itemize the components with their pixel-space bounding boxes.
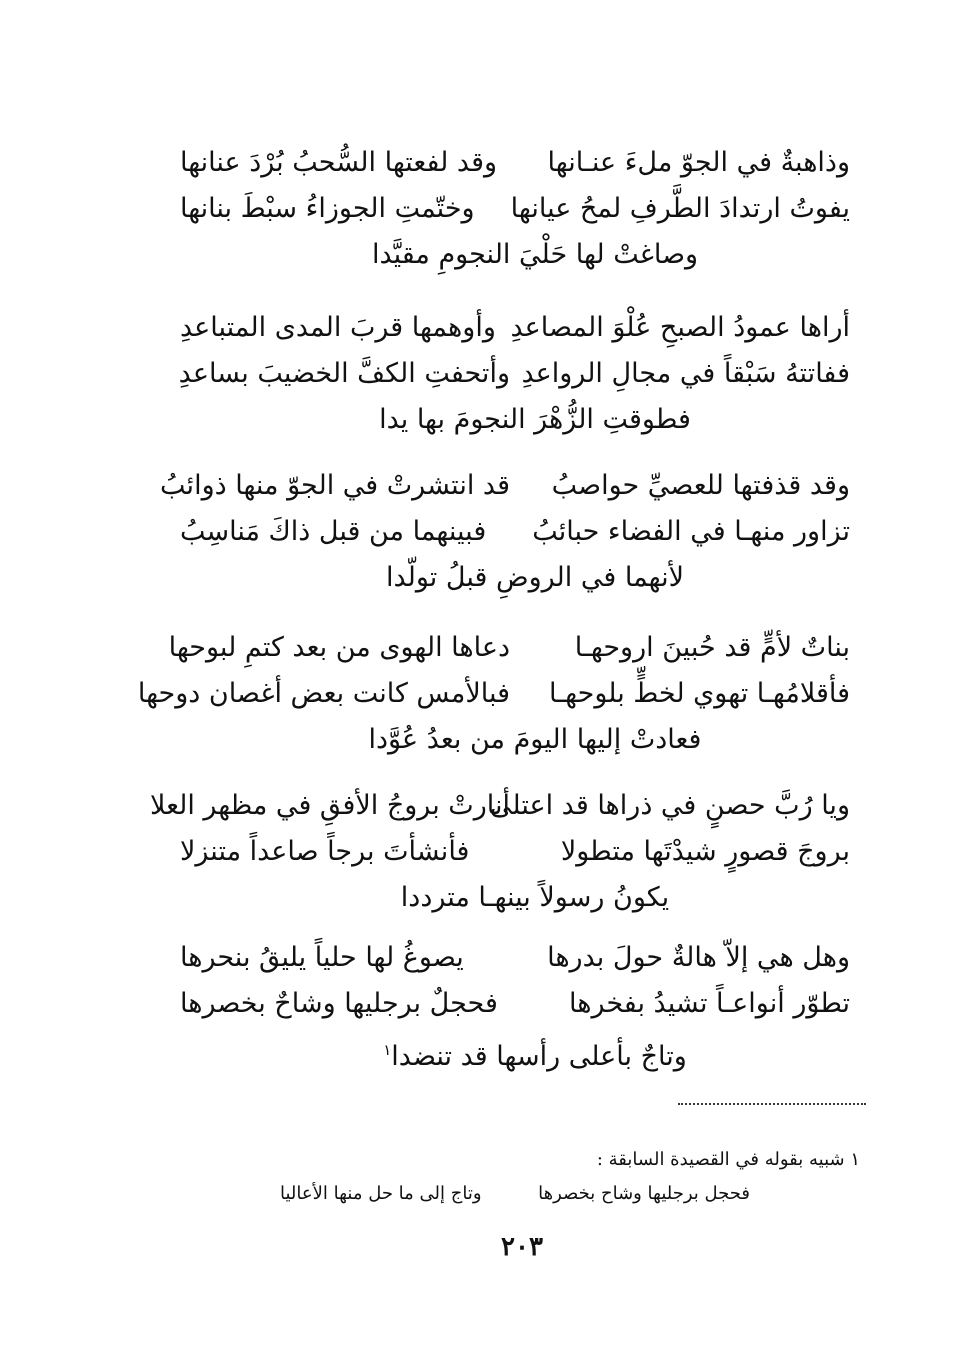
hemistich-second: وختّمتِ الجوزاءُ سبْطَ بنانها [180, 193, 475, 224]
verse-line [160, 463, 850, 509]
hemistich-first: بناتٌ لأمٍّ قد حُبينَ اروحهـا [574, 632, 850, 663]
hemistich-first: ففاتتهُ سَبْقاً في مجالِ الرواعدِ [521, 358, 850, 389]
verse-line [180, 351, 850, 397]
footnote-intro: ١ شبيه بقوله في القصيدة السابقة : [596, 1149, 860, 1170]
hemistich-first: وهل هي إلاّ هالةٌ حولَ بدرها [547, 942, 850, 973]
hemistich-first: بروجَ قصورٍ شيدْتَها متطولا [560, 836, 850, 867]
hemistich-first: تزاور منهـا في الفضاء حبائبُ [532, 516, 850, 547]
stanza-2 [180, 305, 850, 443]
footnote-marker: ١ [383, 1041, 392, 1059]
stanza-1 [180, 140, 850, 278]
footnote-divider [678, 1103, 866, 1105]
hemistich-second: دعاها الهوى من بعد كتمِ لبوحها [168, 632, 510, 663]
refrain-line: فعادتْ إليها اليومَ من بعدُ عُوَّدا [368, 724, 702, 755]
verse-line [180, 509, 850, 555]
hemistich-first: تطوّر أنواعـاً تشيدُ بفخرها [569, 988, 850, 1019]
refrain-line [180, 1027, 850, 1073]
verse-line [180, 186, 850, 232]
verse-line [180, 981, 850, 1027]
hemistich-first: وذاهبةٌ في الجوّ ملءَ عنـانها [547, 147, 850, 178]
page-number: ٢٠٣ [501, 1232, 543, 1262]
refrain-line: فطوقتِ الزُّهْرَ النجومَ بها يدا [379, 404, 691, 435]
refrain-line: لأنهما في الروضِ قبلُ تولّدا [385, 562, 685, 593]
hemistich-first: فأقلامُهـا تهوي لخطٍّ بلوحهـا [549, 678, 850, 709]
verse-line [149, 783, 850, 829]
hemistich-second: فحجلٌ برجليها وشاحٌ بخصرها [180, 988, 498, 1019]
stanza-3 [160, 463, 850, 601]
verse-line [180, 829, 850, 875]
footnote-hemistich-first: فحجل برجليها وشاح بخصرها [538, 1183, 750, 1204]
hemistich-second: يصوغُ لها حلياً يليقُ بنحرها [180, 942, 464, 973]
refrain-line: وصاغتْ لها حَلْيَ النجومِ مقيَّدا [371, 239, 699, 270]
verse-line [180, 935, 850, 981]
verse-line [180, 140, 850, 186]
stanza-6 [180, 935, 850, 1073]
hemistich-first: ويا رُبَّ حصنٍ في ذراها قد اعتلى [489, 790, 850, 821]
footnote-hemistich-second: وتاج إلى ما حل منها الأعاليا [280, 1183, 482, 1204]
verse-line [137, 671, 850, 717]
stanza-5 [149, 783, 850, 921]
hemistich-second: فبالأمس كانت بعض أغصان دوحها [137, 678, 510, 709]
hemistich-first: يفوتُ ارتدادَ الطَّرفِ لمحُ عيانها [510, 193, 850, 224]
hemistich-second: فأنشأتَ برجاً صاعداً متنزلا [180, 836, 470, 867]
hemistich-second: وأوهمها قربَ المدى المتباعدِ [180, 312, 496, 343]
hemistich-second: فبينهما من قبل ذاكَ مَناسِبُ [180, 516, 487, 547]
refrain-line: يكونُ رسولاً بينهـا مترددا [400, 882, 670, 913]
hemistich-second: وأتحفتِ الكفَّ الخضيبَ بساعدِ [178, 358, 510, 389]
refrain-text: وتاجٌ بأعلى رأسها قد تنضدا [391, 1041, 687, 1072]
verse-line [168, 625, 850, 671]
hemistich-first: وقد قذفتها للعصيِّ حواصبُ [551, 470, 850, 501]
verse-line [180, 305, 850, 351]
hemistich-second: قد انتشرتْ في الجوّ منها ذوائبُ [160, 470, 510, 501]
hemistich-second: وقد لفعتها السُّحبُ بُرْدَ عنانها [180, 147, 498, 178]
hemistich-second: أنارتْ بروجُ الأفقِ في مظهر العلا [149, 790, 510, 821]
stanza-4 [137, 625, 850, 763]
hemistich-first: أراها عمودُ الصبحِ عُلْوَ المصاعدِ [510, 312, 850, 343]
